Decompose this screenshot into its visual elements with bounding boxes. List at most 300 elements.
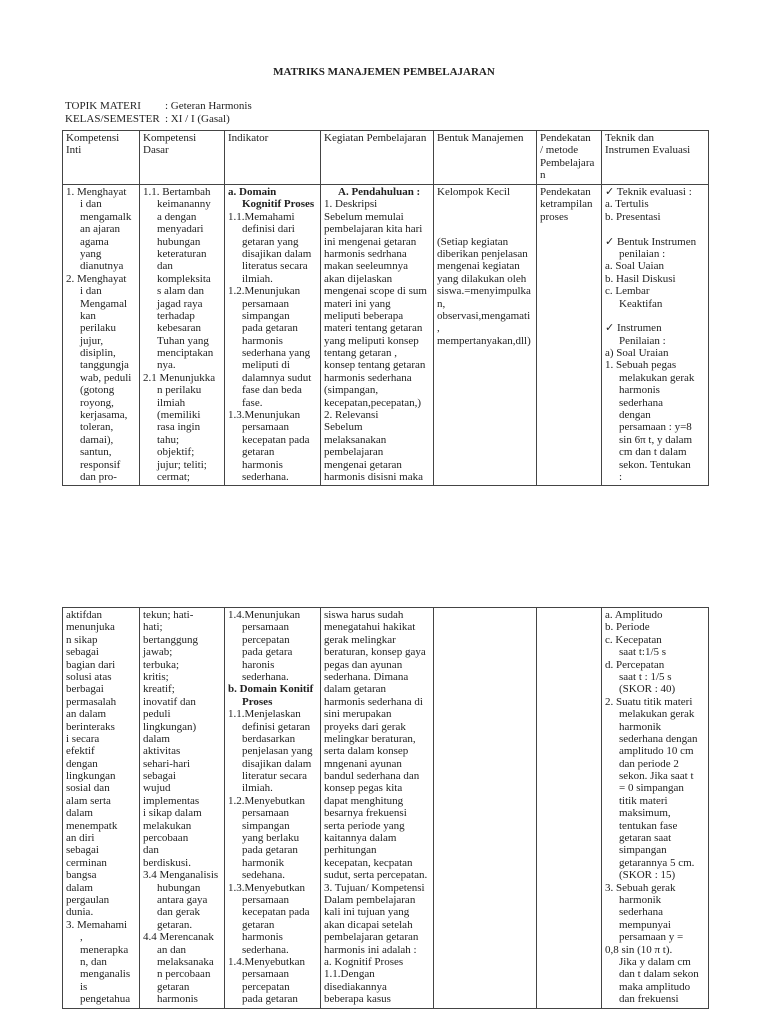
cell-line: aktifdan [66,609,103,621]
cell-line: kali ini tujuan yang [324,906,410,919]
cell-bentuk-manajemen [434,185,537,486]
cell-line: persamaan [242,968,290,981]
cell-line: s alam dan [157,285,205,298]
cell-pendekatan-metode [537,608,602,1009]
matrix-table-page-2 [62,607,709,1009]
cell-line: tekun; hati- [143,609,194,621]
cell-line [437,223,533,235]
cell-line: persamaan [242,621,290,634]
cell-line: harmonis [242,931,283,944]
cell-line: siswa harus sudah [324,609,404,621]
cell-line: rasa ingin [157,421,201,434]
cell-line: mengenai scope di sum [324,285,427,298]
cell-line: sin 6π t, y dalam [619,433,693,446]
cell-line: kecepatan, kecpatan [324,856,413,869]
cell-line: 2.1 Menunjukka [143,371,216,384]
cell-line: getarannya 5 cm. [619,856,695,869]
cell-line: pada getaran [242,993,298,1006]
cell-line: haronis [242,658,275,671]
cell-line: melaksanakan [324,433,387,446]
cell-line: sederhana. [242,943,289,956]
cell-line: a. Domain [228,186,277,198]
cell-line: cerminan [66,856,107,869]
cell-line: yang berlaku [242,832,300,845]
cell-line: is [80,980,88,993]
cell-line: getaran [242,446,275,459]
cell-line: 1.1.Menjelaskan [228,708,301,721]
cell-line: getaran saat [619,832,672,845]
cell-line: dengan [619,409,651,422]
cell-line: simpangan [242,309,290,322]
cell-line: mempunyai [619,918,671,931]
cell-line: harmonis [242,334,283,347]
cell-bentuk-manajemen [434,608,537,1009]
cell-line: 2. Menghayat [66,272,127,285]
cell-line: yang dilakukan oleh [437,272,527,285]
cell-line: berdasarkan [242,732,296,745]
cell-line: disiplin, [80,347,116,360]
cell-line: melingkar beraturan, [324,732,416,745]
cell-line: a dengan [157,210,197,223]
cell-line: siswa.=menyimpulka [437,285,531,298]
header-kegiatan-pembelajaran [321,131,434,185]
cell-line: jujur, [80,334,104,347]
cell-line: 1.1.Dengan [324,968,375,981]
cell-line: b. Hasil Diskusi [605,272,676,285]
cell-line: pada getaran [242,844,298,857]
cell-line: harmonis [619,384,660,397]
cell-line: mengenai kegiatan [437,260,520,273]
cell-line: penilaian : [619,247,666,260]
cell-line: sini merupakan [324,708,392,721]
cell-line: dapat menghitung [324,794,404,807]
cell-line: harmonis [242,458,283,471]
cell-line: Sebelum [324,421,363,434]
cell-line: pembelajaran [324,446,384,459]
cell-line: lingkungan) [143,720,197,733]
cell-line: cm dan t dalam [619,446,687,459]
cell-line: percepatan [242,633,290,646]
cell-line: jujur; teliti; [157,458,207,471]
cell-line: saat t:1/5 s [619,646,667,659]
cell-line: Kegiatan Pembelajaran [324,132,427,144]
cell-line: sederhana yang [242,347,311,360]
cell-line: b. Presentasi [605,210,661,223]
cell-line: meliputi beberapa [324,309,404,322]
cell-line: peduli [143,708,171,721]
cell-line: kreatif; [143,683,175,696]
cell-line: ini mengenai getaran [324,235,417,248]
cell-line: sudut, serta percepatan. [324,869,428,882]
cell-line: melakukan [143,819,192,832]
cell-line: (memiliki [157,409,201,422]
cell-line: alam serta [66,794,111,807]
cell-line: c. Lembar [605,285,650,298]
cell-line: efektif [66,745,95,758]
cell-line: berbagai [66,683,104,696]
cell-line: kaitannya dalam [324,832,397,845]
cell-line: kebesaran [157,322,201,335]
cell-line: aktivitas [143,745,181,758]
cell-kegiatan-pembelajaran [321,185,434,486]
class-semester-line [65,113,230,125]
cell-line: berinteraks [66,720,115,733]
cell-line: 1.4.Menunjukan [228,609,301,621]
cell-line: Inti [66,144,82,157]
cell-line: Proses [242,695,273,708]
cell-kegiatan-pembelajaran [321,608,434,1009]
cell-kompetensi-inti [63,185,140,486]
cell-line: penjelasan yang [242,745,313,758]
cell-line: a. Amplitudo [605,609,663,621]
cell-line: dan periode 2 [619,757,679,770]
cell-line: terhadap [157,309,195,322]
cell-line: harmonis ini adalah : [324,943,417,956]
cell-line: fase dan beda [242,384,302,397]
class-semester-label: KELAS/SEMESTER [65,113,160,125]
cell-line: wab, peduli [80,371,132,384]
cell-line: definisi getaran [242,720,311,733]
cell-line: ✓ Bentuk Instrumen [605,235,697,248]
cell-line: dan frekuensi [619,993,679,1006]
cell-line: dan gerak [157,906,201,919]
cell-line: Penilaian : [619,334,666,347]
cell-line: a. Tertulis [605,198,649,211]
cell-line: 3. Memahami [66,918,128,931]
cell-line: pergaulan [66,893,110,906]
cell-line: : [619,470,623,483]
cell-line: persamaan [242,421,290,434]
cell-line: akan dicapai setelah [324,918,413,931]
cell-line: kecepatan,pecepatan,) [324,396,422,409]
table-row [63,608,709,1009]
cell-line: 1.3.Menunjukan [228,409,301,422]
cell-line: persamaan [242,297,290,310]
class-semester-value: : XI / I (Gasal) [165,113,230,125]
cell-line: (Setiap kegiatan [437,235,509,248]
cell-line: ilmiah. [242,272,273,285]
cell-line: tentukan fase [619,819,678,832]
cell-line: d. Percepatan [605,658,665,671]
cell-line: perhitungan [324,844,377,857]
cell-line: santun, [80,446,112,459]
cell-line: Tuhan yang [157,334,209,347]
cell-line: 3.4 Menganalisis [143,869,219,882]
cell-indikator [225,608,321,1009]
cell-line: dalamnya sudut [242,371,312,384]
cell-line: , [80,931,83,944]
cell-line: maksimum, [619,807,671,820]
cell-line [437,211,533,223]
cell-line: n perilaku [157,384,202,397]
cell-line: menempatk [66,819,118,832]
cell-line: serta periode yang [324,819,405,832]
cell-kompetensi-dasar [140,185,225,486]
cell-line: fase. [242,396,263,409]
cell-line: sederhana [619,906,663,919]
cell-line: yang meliputi konsep [324,334,419,347]
cell-line: sekon. Jika saat t [619,770,694,783]
table-row [63,185,709,486]
cell-line: objektif; [157,446,195,459]
cell-line: persamaan [242,893,290,906]
cell-line: ilmiah [157,396,186,409]
cell-line: an dalam [66,708,107,721]
cell-line: kecepatan pada [242,433,310,446]
cell-line: b. Domain Konitif [228,683,314,696]
cell-line: dalam getaran [324,683,386,696]
cell-line: Bentuk Manajemen [437,132,524,144]
cell-line: kerjasama, [80,409,128,422]
cell-line: dengan [66,757,98,770]
cell-line: Instrumen Evaluasi [605,144,691,157]
cell-line: 3. Tujuan/ Kompetensi [324,881,425,894]
cell-pendekatan-metode [537,185,602,486]
cell-line: harmonik [619,720,662,733]
cell-line: damai), [80,433,114,446]
cell-teknik-instrumen-evaluasi [602,185,709,486]
cell-line: / metode [540,144,579,157]
cell-line: Indikator [228,132,269,144]
cell-line: pengetahua [80,993,131,1006]
cell-line: titik materi [619,794,668,807]
header-bentuk-manajemen [434,131,537,185]
cell-line: definisi dari [242,223,295,236]
cell-kompetensi-dasar [140,608,225,1009]
cell-line: konsep tentang getaran [324,359,426,372]
cell-line: A. Pendahuluan : [338,186,421,198]
cell-line: 1.2.Menyebutkan [228,794,305,807]
cell-line: (SKOR : 15) [619,869,676,882]
cell-line: materi ini yang [324,297,391,310]
cell-line: dalam [66,807,93,820]
cell-line: Teknik dan [605,132,655,144]
cell-line: sehari-hari [143,757,191,770]
cell-line: perilaku [80,322,117,335]
cell-line: hubungan [157,881,201,894]
cell-kompetensi-inti [63,608,140,1009]
cell-line: harmonis disisni maka [324,470,423,483]
cell-line: melaksanaka [157,955,214,968]
cell-line: menerapka [80,943,129,956]
cell-line: royong, [80,396,114,409]
cell-line: disajikan dalam [242,757,312,770]
cell-line: Jika y dalam cm [619,955,691,968]
cell-line: diberikan penjelasan [437,247,528,260]
cell-line: implementas [143,794,200,807]
cell-line: bertanggung [143,633,198,646]
cell-line: disajikan dalam [242,247,312,260]
cell-line: sosial dan [66,782,110,795]
cell-line: pegas dan ayunan [324,658,403,671]
cell-line: getaran yang [242,235,299,248]
cell-line: beberapa kasus [324,993,391,1006]
cell-line: literatus secara [242,260,308,273]
cell-line: , [437,322,440,335]
cell-line: observasi,mengamati [437,309,531,322]
cell-line: Dalam pembelajaran [324,893,416,906]
cell-line: c. Kecepatan [605,633,662,646]
cell-line: mengenai getaran [324,458,402,471]
matrix-table-page-1 [62,130,709,486]
cell-line: kecepatan pada [242,906,310,919]
cell-indikator [225,185,321,486]
cell-line: harmonis sederhana [324,371,412,384]
cell-line: hubungan [157,235,201,248]
cell-line: serta dalam konsep [324,745,409,758]
cell-line: maka amplitudo [619,980,691,993]
cell-line: melakukan gerak [619,371,695,384]
cell-line: bangsa [66,869,97,882]
cell-line: harmonis sederhana di [324,695,423,708]
cell-line: melakukan gerak [619,708,695,721]
cell-line: dan [143,844,159,857]
cell-line: sekon. Tentukan [619,458,691,471]
cell-line: persamaan y = [619,931,684,944]
cell-line: akan dijelaskan [324,272,393,285]
cell-line: yang [80,247,102,260]
cell-line: makan seeleumnya [324,260,408,273]
cell-line: Pendekatan [540,186,591,198]
cell-line: nya. [157,359,176,372]
cell-line: percobaan [143,832,189,845]
cell-line: proses [540,210,569,223]
cell-line: Pendekatan [540,132,591,144]
document-title: MATRIKS MANAJEMEN PEMBELAJARAN [273,66,495,78]
cell-line: Keaktifan [619,297,663,310]
header-teknik-instrumen-evaluasi [602,131,709,185]
cell-line: b. Periode [605,621,650,634]
cell-line: harmonis sedrhana [324,247,407,260]
cell-line: Kompetensi [66,132,120,144]
cell-line: terbuka; [143,658,180,671]
cell-line: tahu; [157,433,179,446]
cell-line: i sikap dalam [143,807,202,820]
cell-line: 1.2.Menunjukan [228,285,301,298]
cell-line: jawab; [143,646,173,659]
cell-line: pada getara [242,646,293,659]
cell-line: n, [437,297,446,310]
cell-line: kan [80,309,96,322]
cell-line: materi tentang getaran [324,322,423,335]
cell-line: menganalis [80,968,131,981]
cell-line: solusi atas [66,670,112,683]
cell-line: ilmiah. [242,782,273,795]
cell-line: proyeks dari gerak [324,720,406,733]
cell-line: an dan [157,943,187,956]
cell-line: menunjuka [66,621,115,634]
cell-line: harmonis [157,993,198,1006]
cell-line: mengamalk [80,210,132,223]
header-kompetensi-dasar [140,131,225,185]
cell-line: responsif [80,458,121,471]
cell-line: tentang getaran , [324,347,397,360]
cell-line: Mengamal [80,297,128,310]
cell-line: an diri [66,832,95,845]
cell-line: 1.3.Menyebutkan [228,881,305,894]
header-row [63,131,709,185]
header-pendekatan-metode [537,131,602,185]
cell-line: 4.4 Merencanak [143,931,214,944]
cell-line: 1. Sebuah pegas [605,359,677,372]
cell-line: harmonik [619,893,662,906]
cell-line: pada getaran [242,322,298,335]
cell-line: literatur secara [242,770,308,783]
cell-line: sebagai [66,646,99,659]
cell-line: dan [157,260,173,273]
cell-line: an ajaran [80,223,120,236]
cell-line: Sebelum memulai [324,210,404,223]
cell-line: n percobaan [157,968,211,981]
cell-line: sebagai [143,770,176,783]
cell-line: keteraturan [157,247,207,260]
cell-line: sederhana [619,396,663,409]
cell-line: sederhana. [242,470,289,483]
cell-line: lingkungan [66,770,116,783]
cell-line: getaran [242,918,275,931]
cell-line: persamaan [242,807,290,820]
cell-line: sebagai [66,844,99,857]
cell-line: dunia. [66,906,94,919]
cell-line: 1. Menghayat [66,186,127,198]
cell-line: i secara [66,732,100,745]
cell-line: 1.1. Bertambah [143,186,211,198]
cell-line: 1.4.Menyebutkan [228,955,305,968]
cell-line: n, dan [80,955,107,968]
cell-line: 2. Suatu titik materi [605,695,693,708]
cell-line: permasalah [66,695,117,708]
cell-line: harmonik [242,856,285,869]
cell-line: jagad raya [157,297,203,310]
cell-line: tanggungja [80,359,129,372]
cell-teknik-instrumen-evaluasi [602,608,709,1009]
cell-line: dan pro- [80,470,117,483]
cell-line: wujud [143,782,171,795]
cell-line: konsep pegas kita [324,782,403,795]
cell-line: saat t : 1/5 s [619,670,672,683]
cell-line [437,198,533,210]
header-indikator [225,131,321,185]
cell-line: sedehana. [242,869,286,882]
cell-line: amplitudo 10 cm [619,745,694,758]
cell-line: 1. Deskripsi [324,198,378,211]
cell-line: sederhana dengan [619,732,698,745]
cell-line: besarnya frekuensi [324,807,407,820]
cell-line: i dan [80,198,102,211]
cell-line: Pembelajara [540,156,595,169]
topic-line [65,100,252,112]
cell-line: 1.1.Memahami [228,210,295,223]
cell-line: a. Soal Uaian [605,260,664,273]
cell-line: gerak melingkar [324,633,396,646]
cell-line: mngenani ayunan [324,757,402,770]
cell-line: 3. Sebuah gerak [605,881,676,894]
cell-line: i dan [80,285,102,298]
cell-line: simpangan [242,819,290,832]
cell-line: Kognitif Proses [242,198,315,211]
cell-line: 2. Relevansi [324,409,379,422]
cell-line: sederhana. Dimana [324,670,409,683]
cell-line: dan t dalam sekon [619,968,699,981]
cell-line: hati; [143,621,163,634]
cell-line: ketrampilan [540,198,593,211]
cell-line: getaran [157,980,190,993]
cell-line: menciptakan [157,347,214,360]
cell-line: getaran. [157,918,193,931]
cell-line: Kompetensi [143,132,197,144]
cell-line: dalam [66,881,93,894]
cell-line: ✓ Teknik evaluasi : [605,186,692,198]
